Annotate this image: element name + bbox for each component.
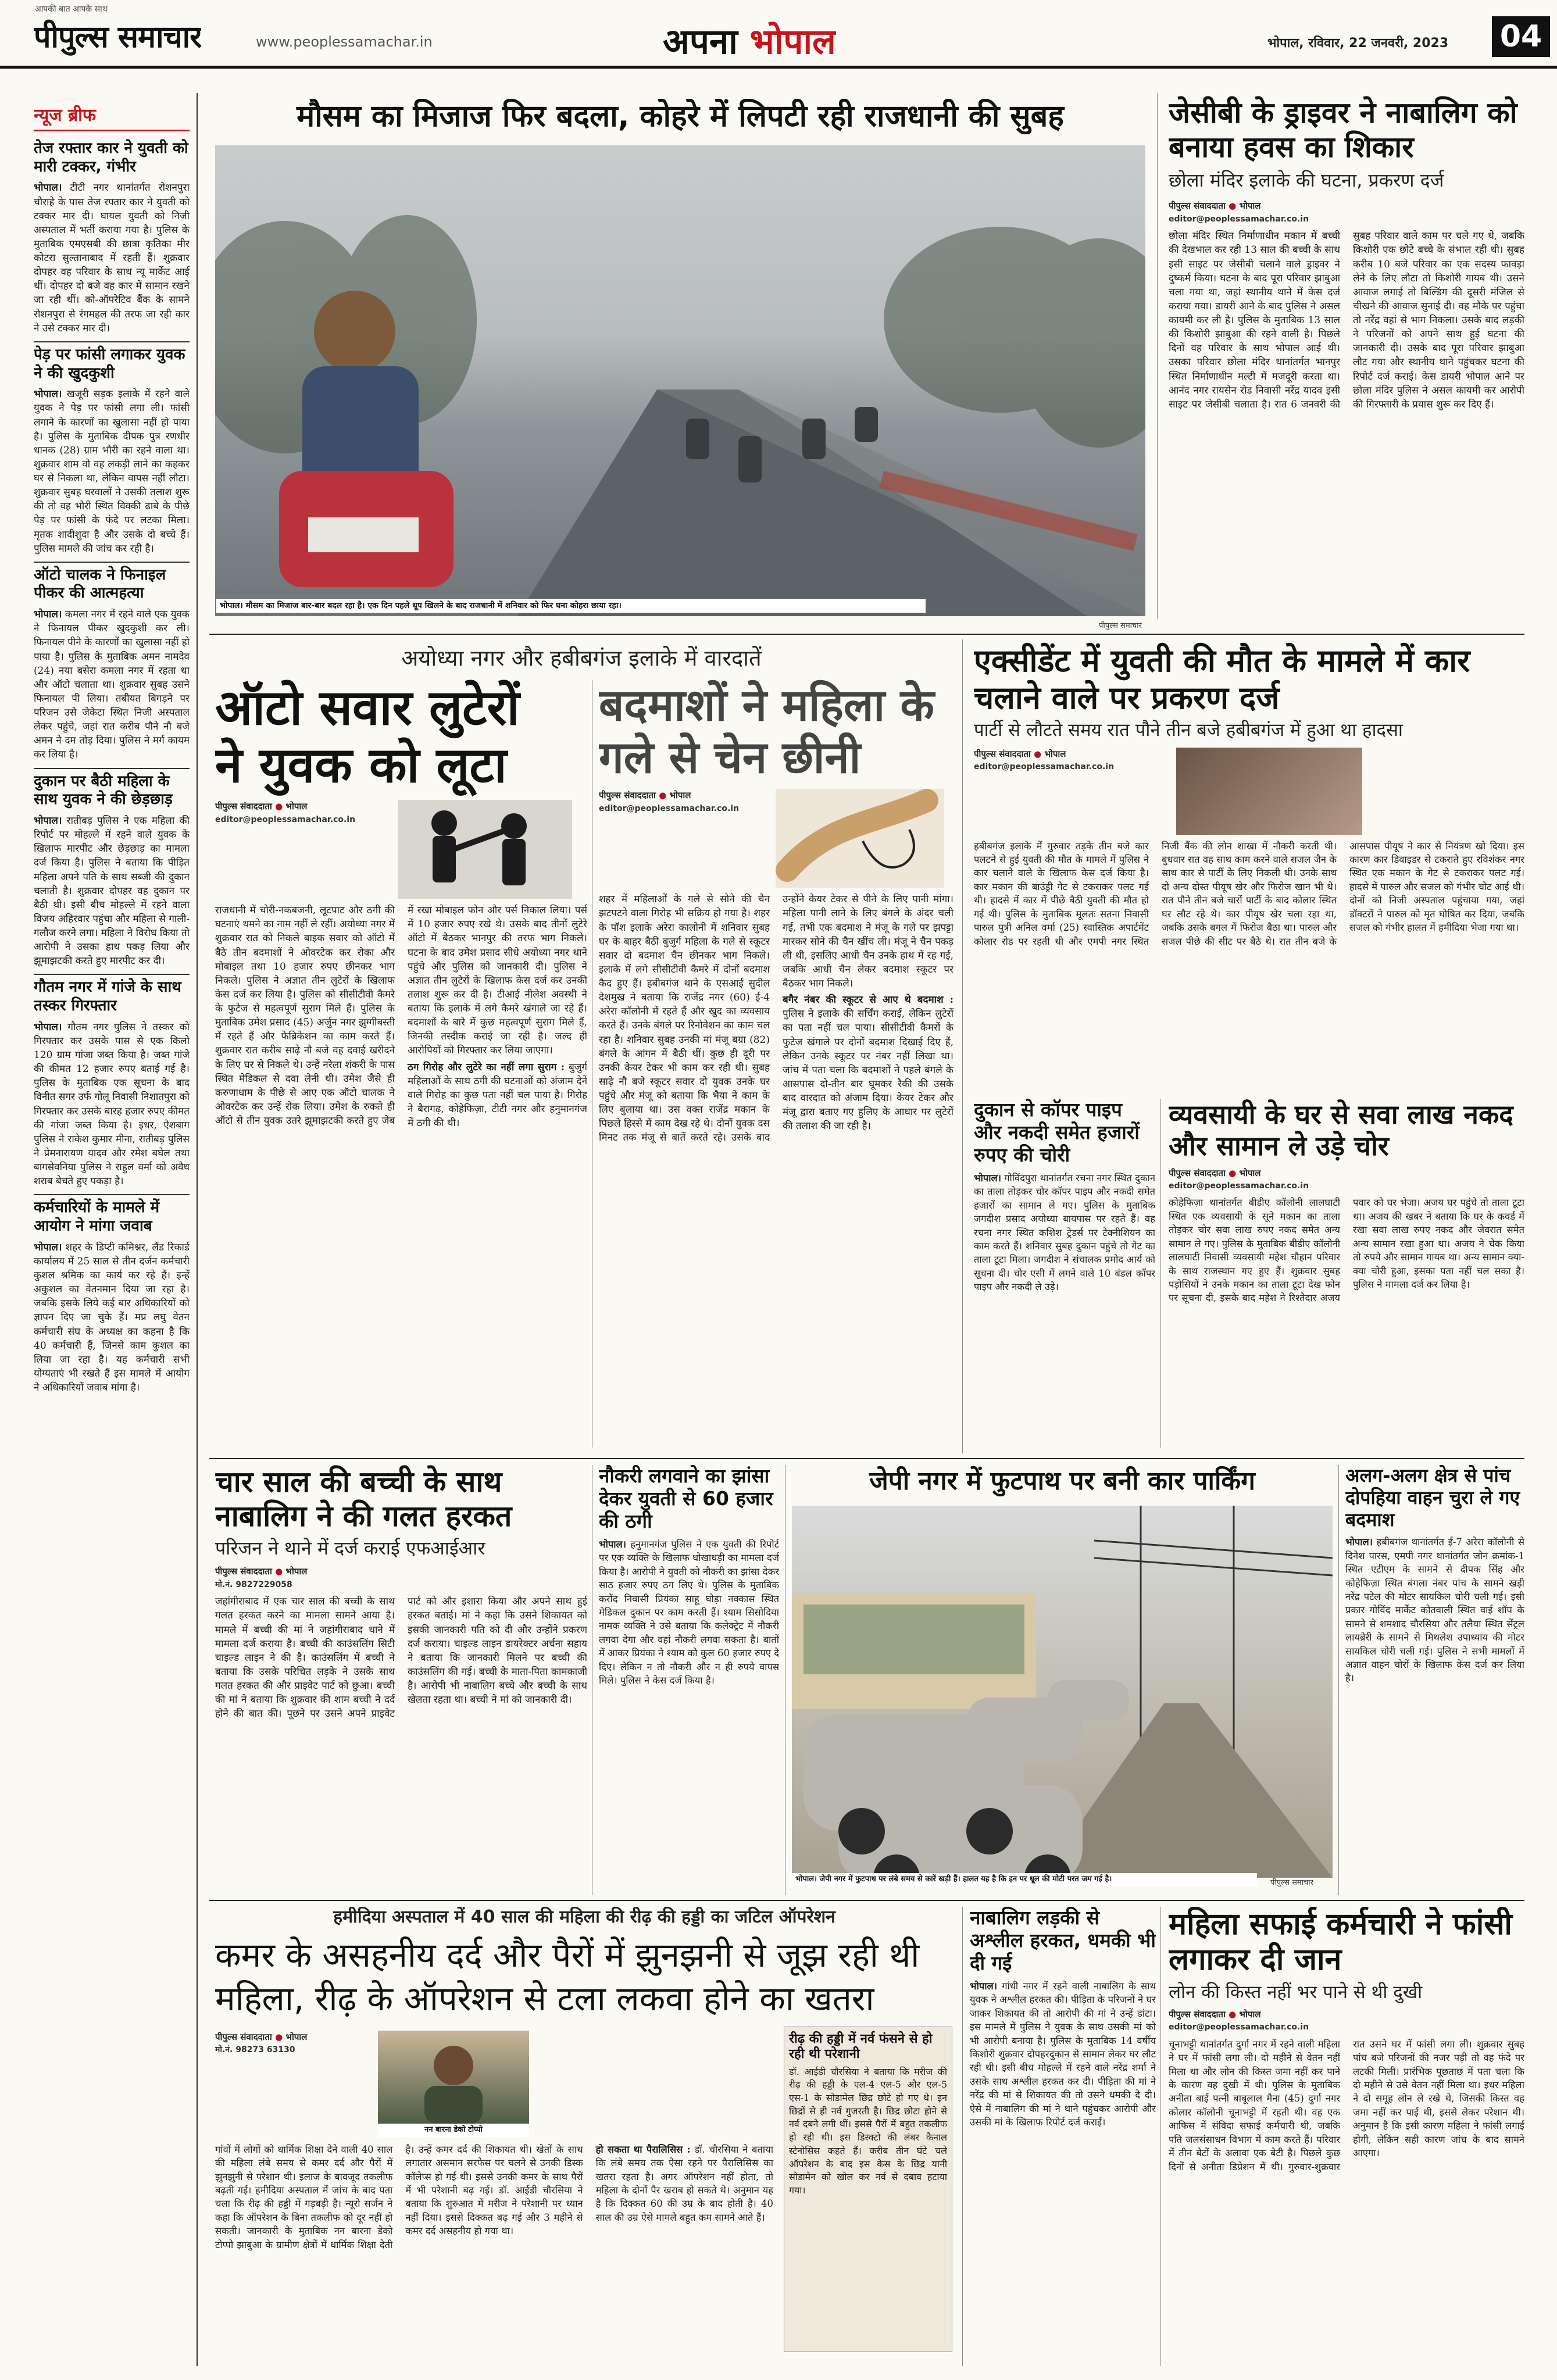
child-headline: चार साल की बच्ची के साथ नाबालिग ने की गलत हरकत bbox=[215, 1465, 512, 1533]
brief-location: भोपाल। bbox=[34, 609, 62, 621]
chain-byline: पीपुल्स संवाददाता ● भोपाल bbox=[599, 790, 691, 801]
hamidia-box-title: रीढ़ की हड्डी में नर्व फंसने से हो रही थी परेशानी bbox=[789, 2031, 933, 2061]
logo: पीपुल्स समाचार bbox=[34, 20, 202, 55]
jcb-headline: जेसीबी के ड्राइवर ने नाबालिग को बनाया हवस का शिकार bbox=[1169, 96, 1517, 164]
parking-photo bbox=[792, 1506, 1333, 1878]
fog-caption: भोपाल। मौसम का मिजाज बार-बार बदल रहा है। एक दिन पहले धूप खिलने के बाद राजधानी में शनिवार को फिर घना कोहरा छाया रहा। bbox=[216, 599, 926, 613]
brief-item bbox=[34, 342, 190, 563]
auto-text-2: बुजुर्ग महिलाओं के साथ ठगी की घटनाओं को अंजाम देने वाले गिरोह का कुछ पता नहीं चल पाया है। गिरोह ने बैरागढ़, कोहेफिज़ा, टीटी नगर और हनुमानगंज में ठगी की थी। bbox=[408, 1061, 587, 1130]
child-byline: पीपुल्स संवाददाता ● भोपाल bbox=[215, 1566, 308, 1577]
auto-byline: पीपुल्स संवाददाता ● भोपाल bbox=[215, 801, 308, 812]
section-title bbox=[663, 16, 836, 64]
hamidia-subhead: हो सकता था पैरालिसिस : bbox=[595, 2143, 691, 2155]
column-divider bbox=[1157, 93, 1158, 619]
masthead bbox=[0, 0, 1557, 69]
hamidia-text-2: डॉ. चौरसिया ने बताया कि लंबे समय तक ऐसा रहने पर पैरालिसिस का खतरा रहता है। अगर ऑपरेशन नहीं होता, तो महिला के दोनों पैर खराब हो सकते थे। अनुमान यह है कि दिक्कत 60 की उम्र के बाद होती है। 40 साल की उम्र ऐसे मामले बहुत कम सामने आते हैं। bbox=[595, 2143, 773, 2223]
chain-email[interactable]: editor@peoplessamachar.co.in bbox=[599, 803, 740, 813]
fraud-body bbox=[599, 1538, 779, 1688]
parking-caption: भोपाल। जेपी नगर में फुटपाथ पर लंबे समय से कारें खड़ी हैं। हालत यह है कि इन पर धूल की मोटी परत जम गई है। bbox=[792, 1873, 1257, 1886]
chain-illustration bbox=[776, 789, 944, 888]
accident-subhead: पार्टी से लौटते समय रात पौने तीन बजे हबीबगंज में हुआ था हादसा bbox=[974, 720, 1403, 741]
auto-robbery-story bbox=[215, 679, 587, 1452]
brief-text: कमला नगर में रहने वाले एक युवक ने फिनायल पीकर खुदकुशी कर ली। फिनायल पीने के कारणों का खुलासा नहीं हो पाया है। पुलिस के मुताबिक अमन नामदेव (24) नया बसेरा कमला नगर में रहता था और ऑटो चलाता था। शुक्रवार सुबह उसने फिनायल पी लिया। तबीयत बिगड़ने पर परिजन उसे जेकेटा स्थित निजी अस्पताल लेकर पहुंचे, जहां रात करीब पौने नौ बजे अमन ने दम तोड़ दिया। पुलिस ने मर्ग कायम कर लिया है। bbox=[34, 609, 190, 761]
brief-body bbox=[34, 607, 190, 762]
brief-text: गौतम नगर पुलिस ने तस्कर को गिरफ्तार कर उसके पास से एक किलो 120 ग्राम गांजा जब्त किया है। जब्त गांजे की कीमत 12 हजार रुपए बताई गई है। पुलिस के मुताबिक एक सूचना के बाद विनीत सगर उर्फ गोलू निवासी निशातपुरा को गिरफ्तार कर उसके बारह हजार रुपए कीमत की गांजा जब्त किया है। इधर, ऐशबाग पुलिस ने राकेश कुमार मीना, रातीबड़ पुलिस ने प्रेमनारायण यादव और रमेश बघेल तथा बागसेवनिया पुलिस ने राहुल वर्मा को अवैध शराब बेचते हुए पकड़ा है। bbox=[34, 1021, 190, 1188]
brief-item bbox=[34, 563, 190, 769]
fog-photo-credit: पीपुल्स समाचार bbox=[1099, 621, 1142, 630]
copper-text: गोविंदपुरा थानांतर्गत रचना नगर स्थित दुकान का ताला तोड़कर चोर कॉपर पाइप और नकदी समेत हजारों का सामान ले गए। पुलिस के मुताबिक जगदीश प्रसाद अयोध्या बायपास पर रहते हैं। वह रचना नगर स्थित कशिश ट्रेडर्स पर टेक्नीशियन का काम करते हैं। शनिवार सुबह दुकान पहुंचे तो गेट का ताला टूटा मिला। जगदीश ने संचालक प्रमोद आर्य को सूचना दी। चोर एसी में लगने वाले 10 बंडल कॉपर पाइप और नकदी ले उड़े। bbox=[974, 1172, 1155, 1293]
fog-photo bbox=[215, 145, 1145, 616]
fraud-story bbox=[599, 1465, 779, 1895]
section-rule bbox=[209, 634, 1524, 635]
brief-body bbox=[34, 814, 190, 968]
tagline: आपकी बात आपके साथ bbox=[35, 5, 108, 14]
fog-headline: मौसम का मिजाज फिर बदला, कोहरे में लिपटी रही राजधानी की सुबह bbox=[297, 99, 1064, 134]
child-subhead: परिजन ने थाने में दर्ज कराई एफआईआर bbox=[215, 1537, 485, 1559]
accident-body: हबीबगंज इलाके में गुरुवार तड़के तीन बजे कार पलटने से हुई युवती की मौत के मामले में पुलिस ने कार चलाने वाले के खिलाफ केस दर्ज किया है। कार मकान की बाउंड्री गेट से टकराकर पलट गई थी। हादसे में कार में पीछे बैठी युवती की मौत हो गई थी। पुलिस के मुताबिक मूलतः सतना निवासी पारुल पुत्री अनिल वर्मा (25) स्वास्तिक अपार्टमेंट कोलार रोड पर रहती थी और एमपी नगर स्थित निजी बैंक की लोन शाखा में नौकरी करती थी। बुधवार रात वह साथ काम करने वाले सजल जैन के साथ कार से पार्टी के लिए निकली थी। उनके साथ दो अन्य दोस्त पीयूष खेर और फिरोज खान भी थे। रात पौने तीन बजे चारों पार्टी के बाद कोलार स्थित घर लौट रहे थे। कार पीयूष खेर चला रहा था, जबकि उसके बगल में फिरोज बैठा था। पारुल और सजल पीछे की सीट पर बैठे थे। रात तीन बजे के आसपास पीयूष ने कार से नियंत्रण खो दिया। इस कारण कार डिवाइडर से टकराते हुए रविशंकर नगर स्थित एक मकान के गेट से टकराकर पलट गई। हादसे में पारुल और सजल को गंभीर चोट आई थी। दोनों को निजी अस्पताल पहुंचाया गया, जहां डॉक्टरों ने पारुल को मृत घोषित कर दिया, जबकि सजल को गंभीर हालत में हमीदिया भेजा गया था। bbox=[974, 840, 1524, 947]
column-divider bbox=[962, 639, 963, 1453]
sweeper-byline: पीपुल्स संवाददाता ● भोपाल bbox=[1169, 2009, 1261, 2020]
brief-item bbox=[34, 769, 190, 975]
fog-photo-illustration bbox=[215, 145, 1145, 616]
minor-headline: नाबालिग लड़की से अश्लील हरकत, धमकी भी दी गई bbox=[970, 1907, 1156, 1974]
minor-body bbox=[970, 1979, 1156, 2129]
brief-location: भोपाल। bbox=[34, 388, 62, 401]
sweeper-subhead: लोन की किस्त नहीं भर पाने से थी दुखी bbox=[1169, 1981, 1423, 2003]
brief-title: दुकान पर बैठी महिला के साथ युवक ने की छेड़छाड़ bbox=[34, 772, 173, 809]
brief-location: भोपाल। bbox=[34, 182, 62, 194]
twowheeler-story bbox=[1345, 1465, 1524, 1895]
hamidia-kicker: हमीदिया अस्पताल में 40 साल की महिला की रीढ़ की हड्डी का जटिल ऑपरेशन bbox=[333, 1907, 835, 1927]
hamidia-byline: पीपुल्स संवाददाता ● भोपाल bbox=[215, 2031, 308, 2042]
brief-title: पेड़ पर फांसी लगाकर युवक ने की खुदकुशी bbox=[34, 345, 185, 382]
copper-body bbox=[974, 1171, 1155, 1421]
fraud-location: भोपाल। bbox=[599, 1538, 626, 1550]
hamidia-story bbox=[215, 1907, 954, 2366]
brief-text: खजूरी सड़क इलाके में रहने वाले युवक ने पेड़ पर फांसी लगा ली। फांसी लगाने के कारणों का खुलासा नहीं हो पाया है। पुलिस के मुताबिक दीपक पुत्र रणधीर धानक (28) ग्राम भौरी का रहने वाला था। शुक्रवार शाम वो वह लकड़ी लाने का कहकर घर से निकला था, लेकिन वापस नहीं लौटा। शुक्रवार सुबह घरवालों ने उसकी तलाश शुरू की तो वह भौरी स्थित विक्की ढाबे के पीछे पेड़ पर फांसी के फंदे पर लटका मिला। मृतक शादीशुदा है और उसके दो बच्चे हैं। पुलिस मामले की जांच कर रही है। bbox=[34, 388, 190, 555]
jcb-byline: पीपुल्स संवाददाता ● भोपाल bbox=[1169, 201, 1261, 212]
brief-location: भोपाल। bbox=[34, 815, 62, 827]
hamidia-box bbox=[784, 2027, 952, 2352]
minor-story bbox=[970, 1907, 1156, 2366]
brief-text: शहर के डिप्टी कमिश्नर, लैंड रिकार्ड कार्यालय में 25 साल से तीन दर्जन कर्मचारी कुशल श्रमिक का कार्य कर रहे हैं। इन्हें अकुशल का वेतनमान दिया जा रहा है। जबकि इसके लिये कई बार अधिकारियों को ज्ञापन दिए जा चुके हैं। मप्र लघु वेतन कर्मचारी संघ के अध्यक्ष का कहना है कि 40 कर्मचारी हैं, जिनसे काम कुशल का लिया जा रहा है। यह कर्मचारी सभी योग्यताएं भी रखते हैं इस मामले में आयोग ने अधिकारियों जवाब मांगा है। bbox=[34, 1241, 190, 1393]
sweeper-email[interactable]: editor@peoplessamachar.co.in bbox=[1169, 2022, 1309, 2032]
brief-title: गौतम नगर में गांजे के साथ तस्कर गिरफ्तार bbox=[34, 978, 181, 1015]
section-rule bbox=[209, 1458, 1524, 1459]
auto-subhead: ठग गिरोह और लुटेरे का नहीं लगा सुराग : bbox=[408, 1061, 565, 1073]
brief-item bbox=[34, 136, 190, 342]
chain-text-2: पुलिस ने इलाके की सर्चिंग कराई, लेकिन लुटेरों का पता नहीं चल पाया। सीसीटीवी कैमरों के फुटेज खंगाले पर दोनों बदमाश दिखाई दिए हैं, लेकिन उनके स्कूटर पर नंबर नहीं लिखा था। जांच में पता चला कि बदमाशों ने पहले बंगले के आसपास दो-तीन बार घूमकर रैकी की उसके बाद वारदात को अंजाम दिया। केयर टेकर और मंजू द्वारा बताए गए हुलिए के आधार पर लुटेरों की तलाश की जा रही है। bbox=[783, 1008, 954, 1132]
auto-illustration bbox=[398, 800, 572, 899]
parking-photo-credit: पीपुल्स समाचार bbox=[1270, 1878, 1313, 1887]
dateline: भोपाल, रविवार, 22 जनवरी, 2023 bbox=[1267, 36, 1449, 51]
robbery-kicker: अयोध्या नगर और हबीबगंज इलाके में वारदातें bbox=[401, 645, 762, 671]
hamidia-box-text: डॉ. आईडी चौरसिया ने बताया कि मरीज की रीढ़ की हड्डी के एल-4 एल-5 और एल-5 एस-1 के सोडामेल छिद्र छोटे हो गए थे। इन छिद्रों से ही नर्व गुजरती है। छिद्र छोटा होने से नर्व दबने लगी थीं। इससे पैरों में बहुत तकलीफ हो रही थी। इस डिस्क्टो की लंबर कैनाल स्टेनोसिस कहते हैं। करीब तीन घंटे चले ऑपरेशन के बाद इस केस के छिद्र यानी सोडामेन को खोल कर नर्व से दबाव हटाया गया। bbox=[789, 2065, 947, 2196]
trader-story bbox=[1169, 1099, 1524, 1448]
auto-body bbox=[215, 903, 587, 1452]
child-story bbox=[215, 1465, 587, 1895]
brief-text: रातीबड़ पुलिस ने एक महिला की रिपोर्ट पर मोहल्ले में रहने वाले युवक के खिलाफ मारपीट और छेड़छाड़ का मामला दर्ज किया है। पुलिस ने बताया कि पीड़ित महिला अपने पति के साथ सब्जी की दुकान चलाती है। शुक्रवार दोपहर वह दुकान पर बैठी थी। इसी बीच मोहल्ले में रहने वाला विजय अहिरवार पहुंचा और महिला से गाली-गलौज करने लगा। महिला ने विरोध किया तो आरोपी ने उसका हाथ पकड़ लिया और झूमाझटकी करते हुए मारपीट कर दी। bbox=[34, 815, 190, 967]
section-prefix: अपना bbox=[663, 22, 738, 62]
brief-text: टीटी नगर थानांतर्गत रोशनपुरा चौराहे के पास तेज रफ्तार कार ने युवती को टक्कर मार दी। घायल युवती को निजी अस्पताल में भर्ती कराया गया है। पुलिस के मुताबिक एमएसबी की छात्रा कृतिका मीर कोटरा सुल्तानाबाद में रहती हैं। शुक्रवार दोपहर वह परिवार के साथ न्यू मार्केट आई थीं। दोपहर दो बजे वह कार में सामान रखने जा रही थीं। को-ऑपरेटिव बैंक के सामने रोशनपुरा से रंगमहल की तरफ जा रही कार ने उसे टक्कर मार दी। bbox=[34, 182, 190, 334]
accident-photo bbox=[1176, 748, 1362, 835]
hamidia-mobile: मो.नं. 98273 63130 bbox=[215, 2045, 295, 2055]
twowheeler-text: हबीबगंज थानांतर्गत ई-7 अरेरा कॉलोनी से दिनेश पारस, एमपी नगर थानांतर्गत जोन क्रमांक-1 स्थित एटीएम के सामने से दीपक सिंह और कोहेफिज़ा स्थित बंगला नंबर पांच के सामने खड़ी नरेंद्र पटेल की मोटर सायकिल चोरी चली गई। इसी प्रकार गोविंद मार्केट कोतवाली स्थित वाई शॉप के सामने से शमशाद चौरसिया और तलैया स्थित सेंट्रल लायब्रेरी के सामने से मिथलेश उपाध्याय की मोटर सायकिल चोरी चली गई। पुलिस ने सभी मामलों में अज्ञात वाहन चोरों के खिलाफ केस दर्ज कर लिया है। bbox=[1345, 1536, 1524, 1684]
auto-email[interactable]: editor@peoplessamachar.co.in bbox=[215, 814, 356, 824]
jcb-story bbox=[1169, 96, 1524, 619]
twowheeler-location: भोपाल। bbox=[1345, 1536, 1373, 1548]
column-divider bbox=[1338, 1465, 1339, 1895]
hamidia-body bbox=[215, 2143, 773, 2364]
column-divider bbox=[1160, 1907, 1161, 2366]
trader-headline: व्यवसायी के घर से सवा लाख नकद और सामान ले उड़े चोर bbox=[1169, 1099, 1513, 1162]
trader-body: कोहेफिज़ा थानांतर्गत बीडीए कॉलोनी लालघाटी स्थित एक व्यवसायी के सूने मकान का ताला तोड़कर चोर सवा लाख रुपए नकद समेत अन्य सामान ले गए। पुलिस के मुताबिक बीडीए कॉलोनी लालघाटी निवासी व्यवसायी महेश चौहान परिवार के साथ राजस्थान गए हुए हैं। शुक्रवार सुबह पड़ोसियों ने उनके मकान का ताला टूटा देख फोन पर सूचना दी, इसके बाद महेश ने रिश्तेदार अजय पवार को घर भेजा। अजय घर पहुंचे तो ताला टूटा था। अजय की खबर ने बताया कि घर के कवर्ड में रखा सवा लाख रुपए नकद और जेवरात समेत अन्य सामान रखा हुआ था। अजय ने चेक किया तो रुपये और सामान गायब था। अन्य सामान क्या-क्या चोरी हुआ, इसका पता नहीं चल सका है। पुलिस ने मामला दर्ज कर लिया है। bbox=[1169, 1197, 1524, 1304]
brief-body bbox=[34, 387, 190, 556]
auto-headline: ऑटो सवार लुटेरों ने युवक को लूटा bbox=[215, 679, 520, 794]
brief-item bbox=[34, 975, 190, 1195]
copper-story bbox=[974, 1099, 1155, 1448]
column-divider bbox=[197, 93, 198, 2366]
news-brief-heading: न्यूज ब्रीफ bbox=[34, 102, 190, 131]
news-brief-sidebar bbox=[34, 102, 190, 2364]
jcb-email[interactable]: editor@peoplessamachar.co.in bbox=[1169, 214, 1309, 224]
sweeper-headline: महिला सफाई कर्मचारी ने फांसी लगाकर दी जान bbox=[1169, 1907, 1512, 1978]
brief-body bbox=[34, 1241, 190, 1395]
accident-headline: एक्सीडेंट में युवती की मौत के मामले में कार चलाने वाले पर प्रकरण दर्ज bbox=[974, 642, 1470, 716]
hamidia-headline: कमर के असहनीय दर्द और पैरों में झुनझनी से जूझ रही थी महिला, रीढ़ के ऑपरेशन से टला लकवा होने का खतरा bbox=[215, 1935, 920, 2019]
brief-body bbox=[34, 1020, 190, 1189]
column-divider bbox=[962, 1907, 963, 2366]
copper-location: भोपाल। bbox=[974, 1172, 1001, 1184]
website-url[interactable]: www.peoplessamachar.in bbox=[256, 34, 433, 50]
sweeper-story bbox=[1169, 1907, 1524, 2366]
auto-text: राजधानी में चोरी-नकबजनी, लूटपाट और ठगी की घटनाएं थमने का नाम नहीं ले रहीं। अयोध्या नगर में शुक्रवार रात को निकले बाइक सवार को ऑटो में बैठे तीन बदमाशों ने ओवरटेक कर रोका और मोबाइल तथा 10 हजार रुपए छीनकर भाग निकले। पुलिस ने अज्ञात तीन लुटेरों के खिलाफ केस दर्ज कर लिया है। पुलिस को सीसीटीवी कैमरे के फुटेज से महत्वपूर्ण सुराग मिले हैं। पुलिस के मुताबिक उमेश प्रसाद (45) अर्जुन नगर झुग्गीबस्ती में रहते हैं और फेब्रिकेशन का काम करते हैं। शुक्रवार रात करीब साढ़े नौ बजे वह दवाई खरीदने के लिए घर से निकले थे। उन्हें नरेला शंकरी के पास स्थित मेडिकल से दवा लेनी थी। उमेश जैसे ही करुणाधाम के पीछे से आए एक ऑटो चालक ने ओवरटेक कर उन्हें रोक लिया। उमेश के रुकते ही ऑटो से तीन युवक उतरे झूमाझटकी करते हुए जेब में रखा मोबाइल फोन और पर्स निकाल लिया। पर्स में 10 हजार रुपए रखे थे। उसके बाद तीनों लुटेरे ऑटो में बैठकर भानपुर की तरफ भाग निकले। घटना के बाद उमेश प्रसाद सीधे अयोध्या नगर थाने पहुंचे और पुलिस को जानकारी दी। पुलिस ने अज्ञात तीन लुटेरों के खिलाफ केस दर्ज कर उनकी तलाश शुरू कर दी है। टीआई नीलेश अवस्थी ने बताया कि इलाके में लगे कैमरे खंगाले जा रहे हैं। बदमाशों के बारे में कुछ महत्वपूर्ण सुराग मिले हैं, जिनकी तस्दीक कराई जा रही है। जल्द ही आरोपियों को गिरफ्तार कर लिया जाएगा। bbox=[215, 905, 587, 1127]
hamidia-text: गांवों में लोगों को धार्मिक शिक्षा देने वाली 40 साल की महिला लंबे समय से कमर दर्द और पैरों में झुनझुनी से परेशान थी। इलाज के बावजूद तकलीफ बढ़ती गई। हमीदिया अस्पताल में जांच के बाद पता चला कि रीढ़ की हड्डी में गड़बड़ी है। न्यूरो सर्जन ने कहा कि ऑपरेशन के बिना तकलीफ को दूर नहीं हो सकती। जानकारी के मुताबिक नन बारना डेको टोप्पो झाबुआ के ग्रामीण क्षेत्रों में धार्मिक शिक्षा देती है। उन्हें कमर दर्द की शिकायत थी। खेतों के साथ लगातार असमान सरफेस पर चलने से उनकी डिस्क कॉलेप्स हो गई थी। इससे उनकी कमर के साथ पैरों में भी परेशानी बढ़ गई। डॉ. आईडी चौरसिया ने बताया कि शुरुआत में मरीज ने परेशानी पर ध्यान नहीं दिया। इससे दिक्कत बढ़ गई और 3 महीने से कमर दर्द असहनीय हो गया था। bbox=[215, 2143, 583, 2250]
brief-location: भोपाल। bbox=[34, 1241, 62, 1253]
parking-headline: जेपी नगर में फुटपाथ पर बनी कार पार्किंग bbox=[869, 1466, 1255, 1496]
brief-title: ऑटो चालक ने फिनाइल पीकर की आत्महत्या bbox=[34, 566, 166, 602]
trader-byline: पीपुल्स संवाददाता ● भोपाल bbox=[1169, 1167, 1261, 1178]
hamidia-photo bbox=[378, 2031, 529, 2124]
hamidia-photo-caption: नन बारना डेको टोप्पो bbox=[378, 2124, 529, 2137]
accident-story bbox=[974, 642, 1524, 1090]
chain-text: शहर में महिलाओं के गले से सोने की चैन झटपटने वाला गिरोह भी सक्रिय हो गया है। शहर के पॉश इलाके अरेरा कालोनी में शनिवार सुबह घर के बाहर बैठी बुजुर्ग महिला के गले से स्कूटर सवार दो बदमाश चैन छीनकर भाग निकले। इलाके में लगे सीसीटीवी कैमरे में दोनों बदमाश कैद हुए हैं। हबीबगंज थाने के एसआई सुदील देशमुख ने बताया कि राजेंद्र नगर (60) ई-4 अरेरा कॉलोनी में रहते हैं और खुद का व्यवसाय करते हैं। उनके बंगले पर रिनोवेशन का काम चल रहा है। शनिवार सुबह उनकी मां मंजू बग्रा (82) बंगले के आंगन में बैठी थीं। कुछ ही दूरी पर उनकी केयर टेकर भी काम कर रही थी। सुबह साढ़े नौ बजे स्कूटर सवार दो युवक उनके घर पहुंचे और मंजू को बताया कि भैया ने काम के लिए बुलाया था। उस वक्त राजेंद्र मकान के पिछले हिस्से में काम देख रहे थे। दोनों युवक दस मिनट तक मंजू से बातें करते रहे। उसके बाद उन्होंने केयर टेकर से पीने के लिए पानी मांगा। महिला पानी लाने के लिए बंगले के अंदर चली गई, तभी एक बदमाश ने मंजू के गले पर झपट्टा मारकर सोने की चैन खींच ली। मंजू ने चैन पकड़ ली थी, इसलिए आधी चैन उनके हाथ में रह गई, जबकि आधी चैन लेकर बदमाश स्कूटर पर बैठकर भाग निकले। bbox=[599, 894, 954, 1144]
accident-byline: पीपुल्स संवाददाता ● भोपाल bbox=[974, 748, 1066, 759]
minor-text: गांधी नगर में रहने वाली नाबालिग के साथ युवक ने अश्लील हरकत की। पीड़िता के परिजनों ने घर जाकर शिकायत की तो आरोपी की मां ने उन्हें डांटा। इस मामले में पुलिस ने युवक के साथ उसकी मां को भी आरोपी बनाया है। पुलिस के मुताबिक 14 वर्षीय किशोरी शुक्रवार दोपहरदुकान से सामान लेकर घर लौट रही थी। इसी बीच मोहल्ले में रहने वाले नरेंद्र शर्मा ने उसके साथ अश्लील हरकत कर दी। पीड़िता की मां ने नरेंद्र की मां से शिकायत की तो उसने धमकी दे दी। ऐसे में नाबालिग की मां ने थाने पहुंचकर आरोपी और उसकी मां के खिलाफ रिपोर्ट दर्ज कराई। bbox=[970, 1980, 1156, 2128]
fraud-text: हनुमानगंज पुलिस ने एक युवती की रिपोर्ट पर एक व्यक्ति के खिलाफ धोखाधड़ी का मामला दर्ज किया है। आरोपी ने युवती को नौकरी का झांसा देकर साठ हजार रुपए ठग लिए थे। पुलिस के मुताबिक करोंद निवासी प्रियंका साहू घोड़ा नक्कास स्थित मेडिकल दुकान पर काम करती हैं। श्याम सिसोदिया नामक व्यक्ति ने उसे बताया कि कलेक्ट्रेट में नौकरी लगवा देगा और वहां नौकरी लगवा सकता है। बातों में आकर प्रियंका ने श्याम को कुल 60 हजार रुपए दे दिए। लेकिन न तो नौकरी और न ही रुपये वापस मिले। पुलिस ने केस दर्ज किया है। bbox=[599, 1538, 779, 1686]
page-number: 04 bbox=[1492, 16, 1550, 57]
chain-story bbox=[599, 679, 954, 1452]
parking-photo-illustration bbox=[792, 1506, 1333, 1878]
brief-body bbox=[34, 181, 190, 335]
jcb-subhead: छोला मंदिर इलाके की घटना, प्रकरण दर्ज bbox=[1169, 169, 1444, 191]
chain-subhead: बगैर नंबर की स्कूटर से आए थे बदमाश : bbox=[783, 994, 954, 1006]
sweeper-body: चूनाभट्टी थानांतर्गत दुर्गा नगर में रहने वाली महिला ने घर में फांसी लगा ली। दो महीने से वेतन नहीं मिला था और लोन की किस्त जमा नहीं कर पाने के कारण वह दुखी में थी। पुलिस के मुताबिक अनीता बाई पत्नी बाबूलाल मैना (45) दुर्गा नगर कोलार कॉलोनी चूनाभट्टी में रहती थी। वह एक आफिस में संविदा सफाई कर्मचारी थी, जबकि पति जलसंसाधन विभाग में काम करते हैं। परिवार में तीन बेटों के अलावा एक बेटी है। पिछले कुछ दिनों से अनीता डिप्रेशन में थी। गुरुवार-शुक्रवार रात उसने घर में फांसी लगा ली। शुक्रवार सुबह पांच बजे परिजनों की नजर पड़ी तो वह फंदे पर लटकी मिली। प्रारंभिक पूछताछ में पता चला कि दो महीने से उसे वेतन नहीं मिला था। इधर महिला ने दो समूह लोन ले रखे थे, जिसकी किस्त वह जमा नहीं कर पाई थी, इससे लेकर परेशान थी। अनुमान है कि इसी कारण महिला ने फांसी लगाई होगी, लेकिन सही कारण जांच के बाद सामने आएगा। bbox=[1169, 2038, 1524, 2172]
twowheeler-headline: अलग-अलग क्षेत्र से पांच दोपहिया वाहन चुरा ले गए बदमाश bbox=[1345, 1465, 1520, 1531]
child-body: जहांगीराबाद में एक चार साल की बच्ची के साथ गलत हरकत करने का मामला सामने आया है। मामले में बच्ची की मां ने जहांगीराबाद थाने में मामला दर्ज कराया है। बच्ची की काउंसलिंग सिटी चाइल्ड लाइन ने की है। काउंसलिंग में बच्ची ने बताया कि उसके परिचित लड़के ने उसके साथ गलत हरकत की और प्राइवेट पार्ट को छुआ। बच्ची की मां ने बताया कि शुक्रवार की शाम बच्ची ने दर्द होने की बात की। पूछने पर उसने अपने प्राइवेट पार्ट को और इशारा किया और अपने साथ हुई हरकत बताई। मां ने कहा कि उसने शिकायत को इसकी जानकारी पति को दी और उन्होंने प्रकरण दर्ज कराया। चाइल्ड लाइन डायरेक्टर अर्चना सहाय ने बताया कि जानकारी मिलने पर बच्ची की काउंसलिंग की गई। बच्ची के माता-पिता कामकाजी है। आरोपी भी नाबालिग बच्चे और बच्ची के साथ खेलता रहता था। बच्ची ने मां को जानकारी दी। bbox=[215, 1596, 587, 1720]
jcb-body: छोला मंदिर स्थित निर्माणाधीन मकान में बच्ची की देखभाल कर रही 13 साल की बच्ची के साथ इसी साइट पर जेसीबी चलाने वाले ड्राइवर ने दुष्कर्म किया। घटना के बाद पूरा परिवार झाबुआ चला गया था, जहां स्थानीय थाने में केस दर्ज कराया गया। डायरी आने के बाद पुलिस ने असल कायमी कर ली है। पुलिस के मुताबिक 13 साल की किशोरी झाबुआ की रहने वाली है। पिछले दिनों वह परिवार के साथ भोपाल आई थी। उसका परिवार छोला मंदिर थानांतर्गत भानपुर स्थित निर्माणाधीन मल्टी में मजदूरी करता था। आनंद नगर रायसेन रोड निवासी नरेंद्र यादव इसी साइट पर जेसीबी चलाता है। रात 6 जनवरी की सुबह परिवार वाले काम पर चले गए थे, जबकि किशोरी एक छोटे बच्चे के संभाल रही थी। सुबह करीब 10 बजे परिवार का एक सदस्य फावड़ा लेने के लिए लौटा तो किशोरी गायब थी। उसने आवाज लगाई तो बिल्डिंग की दूसरी मंजिल से चीखने की आवाज सुनाई दी। वह मौके पर पहुंचा तो नरेंद्र वहां से भाग निकला। उसके बाद लड़की ने परिजनों को अपने साथ हुई घटना की जानकारी दी। उसके बाद पूरा परिवार झाबुआ लौट गया और स्थानीय थाने पहुंचकर घटना की रिपोर्ट दर्ज कराई। केस डायरी भोपाल आने पर छोला मंदिर पुलिस ने असल कायमी कर आरोपी की गिरफ्तारी के प्रयास शुरू कर दिए हैं। bbox=[1169, 230, 1524, 410]
brief-location: भोपाल। bbox=[34, 1021, 62, 1033]
chain-headline: बदमाशों ने महिला के गले से चेन छीनी bbox=[599, 679, 934, 783]
twowheeler-body bbox=[1345, 1535, 1524, 1685]
trader-email[interactable]: editor@peoplessamachar.co.in bbox=[1169, 1181, 1309, 1191]
copper-headline: दुकान से कॉपर पाइप और नकदी समेत हजारों रुपए की चोरी bbox=[974, 1099, 1140, 1166]
section-rule bbox=[209, 1900, 1524, 1901]
minor-location: भोपाल। bbox=[970, 1980, 997, 1992]
brief-item bbox=[34, 1195, 190, 1400]
fraud-headline: नौकरी लगवाने का झांसा देकर युवती से 60 हजार की ठगी bbox=[599, 1465, 773, 1532]
chain-body bbox=[599, 892, 954, 1452]
column-divider bbox=[1160, 1099, 1161, 1448]
brief-title: तेज रफ्तार कार ने युवती को मारी टक्कर, गंभीर bbox=[34, 140, 188, 176]
child-mobile: मो.नं. 9827229058 bbox=[215, 1579, 292, 1589]
section-city: भोपाल bbox=[749, 22, 836, 62]
accident-email[interactable]: editor@peoplessamachar.co.in bbox=[974, 762, 1115, 772]
brief-title: कर्मचारियों के मामले में आयोग ने मांगा जवाब bbox=[34, 1199, 160, 1235]
